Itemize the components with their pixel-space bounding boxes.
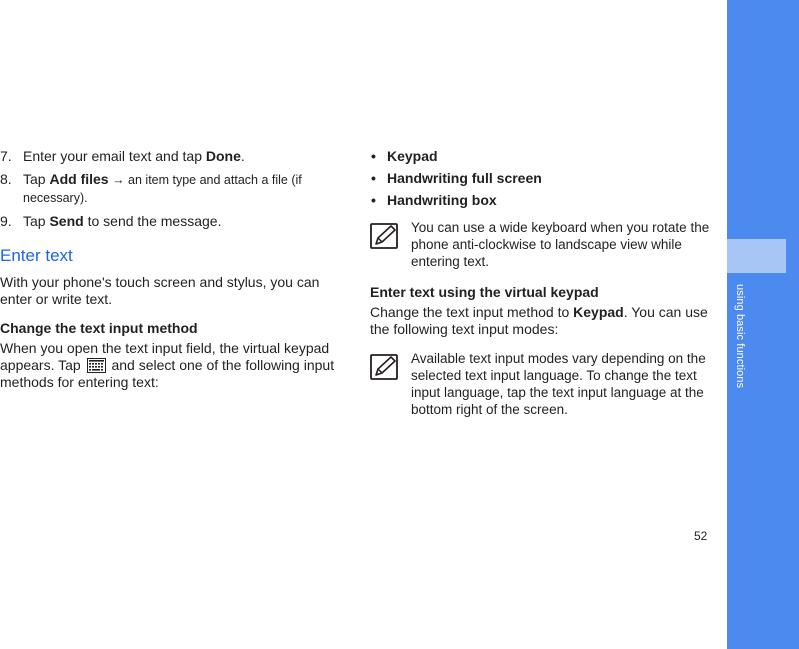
change-method-body: When you open the text input field, the virtual keypad appears. Tap and select one of the following input methods for entering text: <box>0 340 335 390</box>
list-item: • Handwriting full screen <box>371 170 542 186</box>
page-number: 52 <box>694 529 708 543</box>
step-8: 8. Tap Add files → an item type and attach a file (if necessary). <box>0 171 302 205</box>
list-item: • Handwriting box <box>371 192 497 208</box>
section-intro: With your phone's touch screen and stylus, you can enter or write text. <box>0 274 320 307</box>
note-wide-keyboard: You can use a wide keyboard when you rotate the phone anti-clockwise to landscape view while entering text. <box>370 219 710 270</box>
subheading-change-method: Change the text input method <box>0 320 198 336</box>
note-pen-icon <box>370 354 398 380</box>
virtual-keypad-body: Change the text input method to Keypad. You can use the following text input modes: <box>370 304 708 337</box>
list-item: • Keypad <box>371 148 438 164</box>
left-column <box>0 148 345 403</box>
note-input-modes: Available text input modes vary depending on the selected text input language. To change the text input language, tap the text input language at the bottom right of the screen. <box>370 350 710 418</box>
keypad-icon <box>87 358 106 373</box>
subheading-virtual-keypad: Enter text using the virtual keypad <box>370 284 599 300</box>
step-keyword: Add files <box>49 171 109 187</box>
step-number: 9. <box>0 213 12 229</box>
step-keyword: Send <box>49 213 84 229</box>
sidebar-section-label: using basic functions <box>734 284 746 389</box>
step-9: 9. Tap Send to send the message. <box>0 213 222 229</box>
keypad-keyword: Keypad <box>573 304 624 320</box>
sidebar-section-tab <box>727 239 786 273</box>
input-method-list <box>370 148 710 209</box>
note-pen-icon <box>370 223 398 249</box>
right-column <box>370 148 710 432</box>
step-number: 8. <box>0 171 12 187</box>
section-title: Enter text <box>0 246 73 265</box>
step-keyword: Done <box>205 148 241 164</box>
step-number: 7. <box>0 148 12 164</box>
step-7: 7. Enter your email text and tap Done. <box>0 148 245 164</box>
